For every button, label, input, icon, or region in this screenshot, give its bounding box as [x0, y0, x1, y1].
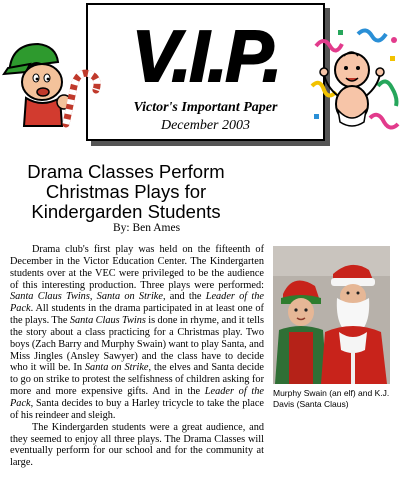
text-run: is done in rhyme, and it tells the story about a class practicing for a Christmas play. Two boys (Zach Barry and Murphy Swain) want to play Santa, and Miss Jingles (Ansley Sawyer) and the class have to decide who it will be. In — [10, 315, 264, 374]
play-title: Leader of the Pack — [10, 291, 264, 315]
text-run: , — [89, 291, 97, 303]
play-title: Santa on Strike — [96, 291, 163, 303]
article-body — [10, 244, 264, 469]
photo-illustration — [273, 246, 390, 384]
play-title: Santa Claus Twins — [69, 315, 146, 327]
article-byline: By: Ben Ames — [113, 222, 181, 234]
article-paragraph-1 — [10, 244, 264, 422]
vip-logo — [94, 15, 318, 93]
photo-caption: Murphy Swain (an elf) and K.J. Davis (Santa Claus) — [273, 388, 390, 409]
text-run: , and the — [162, 291, 206, 303]
boy-candy-cane-clipart — [0, 22, 108, 130]
text-run: , the elves and Santa decide to go on strike to protest the selfishness of children asking for more and more expensive gifts. And in the — [10, 362, 264, 398]
text-run: Drama club's first play was held on the fifteenth of December in the Victor Education Center. The Kindergarten students over at the VEC were privileged to be the audience of this interesting production. Three plays were performed: — [10, 244, 264, 291]
text-run: , Santa decides to buy a Harley tricycle to take the place of his reindeer and sleigh. — [10, 397, 264, 421]
article-paragraph-2: The Kindergarden students were a great audience, and they seemed to enjoy all three plays. The Drama Classes will eventually perform for our school and for the community at large. — [10, 421, 264, 469]
play-title: Santa on Strike — [84, 362, 149, 374]
play-title: Santa Claus Twins — [10, 291, 90, 303]
play-title: Leader of the Pack — [10, 386, 264, 409]
article-headline: Drama Classes Perform Christmas Plays for Kindergarden Students — [27, 161, 225, 222]
baby-streamers-clipart — [308, 26, 400, 138]
photo-elf-and-santa — [273, 246, 390, 384]
vip-logo-text: V.I.P. — [131, 17, 281, 93]
masthead-tagline: Victor's Important Paper — [133, 100, 278, 115]
issue-date: December 2003 — [160, 118, 251, 133]
masthead — [86, 3, 325, 141]
text-run: . All students in the drama participated in at least one of the plays. The — [10, 303, 264, 327]
